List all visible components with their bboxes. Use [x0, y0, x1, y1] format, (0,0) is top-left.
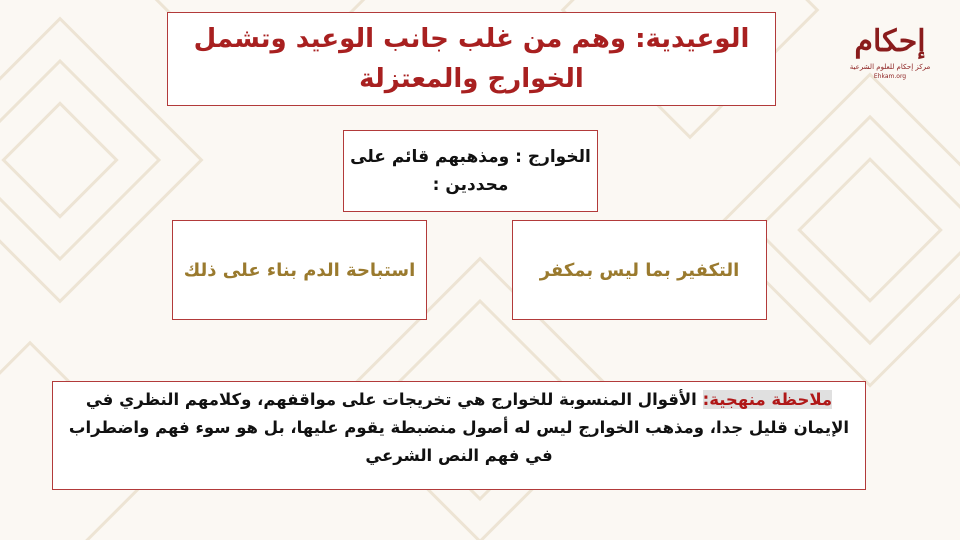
pillar-card-bloodshed [172, 220, 427, 320]
slide-title: الوعيدية: وهم من غلب جانب الوعيد وتشمل الخوارج والمعتزلة [193, 24, 750, 94]
note-text: الأقوال المنسوبة للخوارج هي تخريجات على مواقفهم، وكلامهم النظري في الإيمان قليل جدا، ومذهب الخوارج ليس له أصول منضبطة يقوم عليها، بل هو سوء فهم واضطراب في فهم النص الشرعي [68, 390, 850, 465]
pillar-card-takfir [512, 220, 767, 320]
pillar-takfir-text: التكفير بما ليس بمكفر [539, 259, 740, 281]
ehkam-logo [842, 22, 938, 102]
logo-word: إحكام [854, 24, 926, 59]
methodological-note [63, 386, 855, 470]
note-label: ملاحظة منهجية: [702, 390, 833, 409]
logo-website: Ehkam.org [873, 73, 907, 80]
pillar-bloodshed-text: استباحة الدم بناء على ذلك [183, 259, 416, 281]
logo-subtitle: مركز إحكام للعلوم الشرعية [849, 63, 931, 71]
khawarij-definition-box [343, 130, 598, 212]
slide-title-box [167, 12, 776, 106]
khawarij-definition: الخوارج : ومذهبهم قائم على محددين : [350, 147, 591, 195]
methodological-note-box [52, 381, 866, 490]
